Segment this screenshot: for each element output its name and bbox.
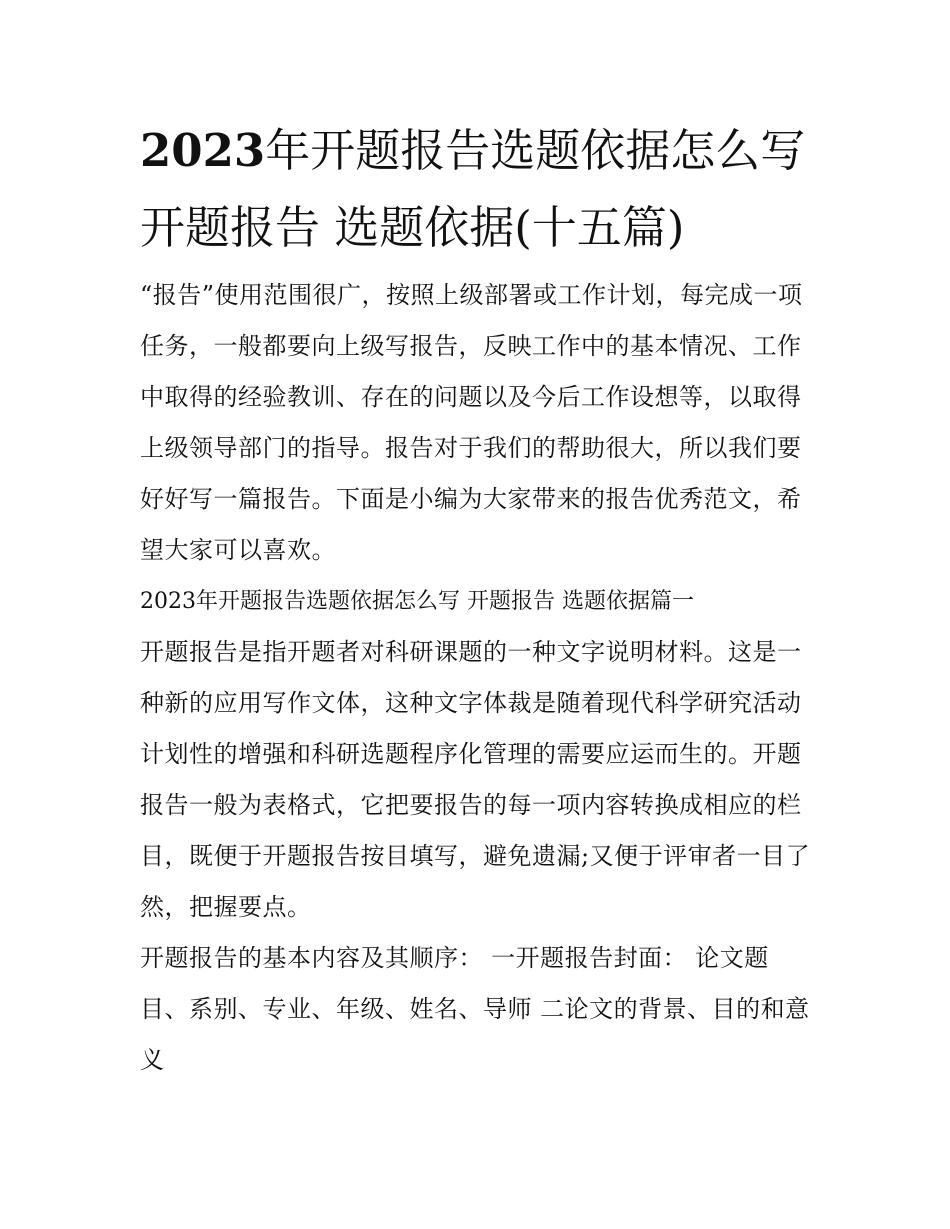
section-heading: 2023年开题报告选题依据怎么写 开题报告 选题依据篇一 (140, 589, 694, 614)
document-title (140, 112, 812, 266)
body-paragraph: 开题报告的基本内容及其顺序： 一开题报告封面： 论文题目、系别、专业、年级、姓名、导师 二论文的背景、目的和意义 (140, 944, 810, 1074)
intro-paragraph: “报告”使用范围很广，按照上级部署或工作计划，每完成一项任务，一般都要向上级写报告，反映工作中的基本情况、工作中取得的经验教训、存在的问题以及今后工作设想等，以取得上级领导部门的指导。报告对于我们的帮助很大，所以我们要好好写一篇报告。下面是小编为大家带来的报告优秀范文，希望大家可以喜欢。 (140, 281, 803, 564)
document-page (140, 112, 812, 1086)
title-text: 年开题报告选题依据怎么写 开题报告 选题依据(十五篇) (140, 124, 806, 254)
title-year: 2023 (140, 124, 266, 177)
body-paragraph: 开题报告是指开题者对科研课题的一种文字说明材料。这是一种新的应用写作文体，这种文字体裁是随着现代科学研究活动计划性的增强和科研选题程序化管理的需要应运而生的。开题报告一般为表格式，它把要报告的每一项内容转换成相应的栏目，既便于开题报告按目填写，避免遗漏;又便于评审者一目了然，把握要点。 (140, 638, 811, 921)
document-body (140, 270, 812, 1086)
